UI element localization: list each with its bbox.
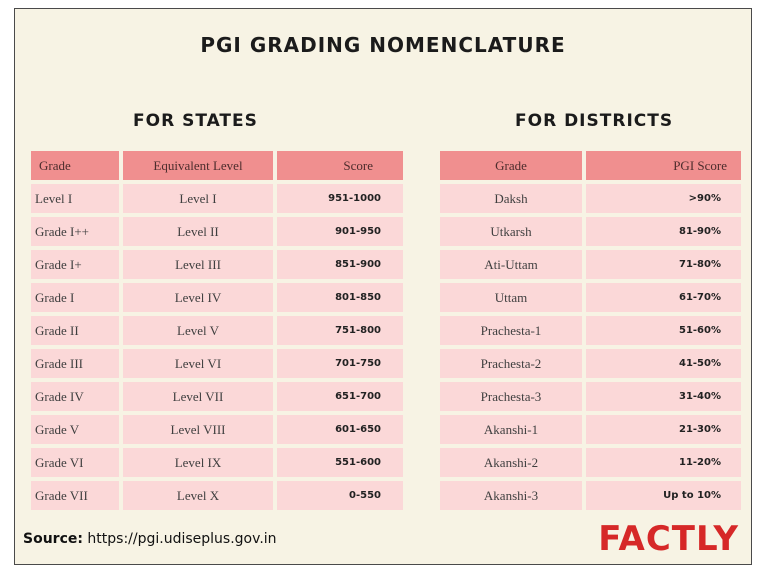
table-cell: >90% — [586, 184, 741, 213]
table-cell: 651-700 — [277, 382, 403, 411]
states-heading: FOR STATES — [133, 111, 258, 131]
table-cell: Akanshi-3 — [440, 481, 582, 510]
table-cell: Level IX — [123, 448, 273, 477]
table-row — [440, 382, 741, 411]
table-row — [31, 481, 403, 510]
table-row — [440, 481, 741, 510]
table-cell: Grade IV — [31, 382, 119, 411]
table-row — [31, 217, 403, 246]
table-cell: Level VII — [123, 382, 273, 411]
table-cell: Up to 10% — [586, 481, 741, 510]
table-cell: 71-80% — [586, 250, 741, 279]
table-cell: 21-30% — [586, 415, 741, 444]
table-cell: Akanshi-2 — [440, 448, 582, 477]
table-cell: 81-90% — [586, 217, 741, 246]
table-cell: Grade VII — [31, 481, 119, 510]
table-cell: Ati-Uttam — [440, 250, 582, 279]
table-cell: 551-600 — [277, 448, 403, 477]
table-cell: 61-70% — [586, 283, 741, 312]
factly-logo: FACTLY — [598, 519, 739, 559]
column-header-grade: Grade — [31, 151, 119, 180]
table-cell: Level VI — [123, 349, 273, 378]
table-row — [31, 283, 403, 312]
districts-table-header — [440, 151, 741, 180]
table-row — [31, 250, 403, 279]
table-cell: 701-750 — [277, 349, 403, 378]
table-row — [31, 448, 403, 477]
table-row — [440, 184, 741, 213]
page-title: PGI GRADING NOMENCLATURE — [200, 33, 566, 57]
table-cell: Grade I — [31, 283, 119, 312]
source-line — [23, 531, 277, 547]
table-row — [440, 250, 741, 279]
table-cell: Level III — [123, 250, 273, 279]
table-cell: Daksh — [440, 184, 582, 213]
table-cell: Grade I+ — [31, 250, 119, 279]
infographic-card — [14, 8, 752, 565]
table-row — [31, 382, 403, 411]
table-cell: Level I — [123, 184, 273, 213]
table-cell: Level IV — [123, 283, 273, 312]
table-row — [31, 349, 403, 378]
table-cell: Level V — [123, 316, 273, 345]
table-cell: 41-50% — [586, 349, 741, 378]
states-table-header — [31, 151, 403, 180]
table-cell: Grade III — [31, 349, 119, 378]
table-cell: 51-60% — [586, 316, 741, 345]
source-label: Source: — [23, 531, 83, 547]
table-cell: Utkarsh — [440, 217, 582, 246]
column-header-grade: Grade — [440, 151, 582, 180]
table-cell: 851-900 — [277, 250, 403, 279]
table-cell: Grade I++ — [31, 217, 119, 246]
table-cell: Prachesta-1 — [440, 316, 582, 345]
table-cell: 951-1000 — [277, 184, 403, 213]
states-table — [31, 151, 403, 514]
table-row — [31, 316, 403, 345]
table-cell: Level II — [123, 217, 273, 246]
table-cell: Level I — [31, 184, 119, 213]
table-cell: 751-800 — [277, 316, 403, 345]
table-cell: Prachesta-3 — [440, 382, 582, 411]
table-row — [440, 316, 741, 345]
table-cell: Grade VI — [31, 448, 119, 477]
column-header-score: Score — [277, 151, 403, 180]
table-cell: Prachesta-2 — [440, 349, 582, 378]
table-cell: 11-20% — [586, 448, 741, 477]
source-url: https://pgi.udiseplus.gov.in — [87, 531, 277, 547]
table-cell: 801-850 — [277, 283, 403, 312]
table-cell: 601-650 — [277, 415, 403, 444]
table-cell: 31-40% — [586, 382, 741, 411]
table-row — [440, 349, 741, 378]
table-row — [440, 217, 741, 246]
table-cell: Uttam — [440, 283, 582, 312]
table-row — [440, 283, 741, 312]
table-row — [31, 415, 403, 444]
table-row — [31, 184, 403, 213]
column-header-pgi-score: PGI Score — [586, 151, 741, 180]
table-cell: Grade II — [31, 316, 119, 345]
table-cell: Grade V — [31, 415, 119, 444]
table-cell: Level VIII — [123, 415, 273, 444]
column-header-equivalent-level: Equivalent Level — [123, 151, 273, 180]
districts-heading: FOR DISTRICTS — [515, 111, 674, 131]
table-row — [440, 448, 741, 477]
table-cell: Akanshi-1 — [440, 415, 582, 444]
table-row — [440, 415, 741, 444]
districts-table — [440, 151, 741, 514]
table-cell: Level X — [123, 481, 273, 510]
table-cell: 901-950 — [277, 217, 403, 246]
table-cell: 0-550 — [277, 481, 403, 510]
